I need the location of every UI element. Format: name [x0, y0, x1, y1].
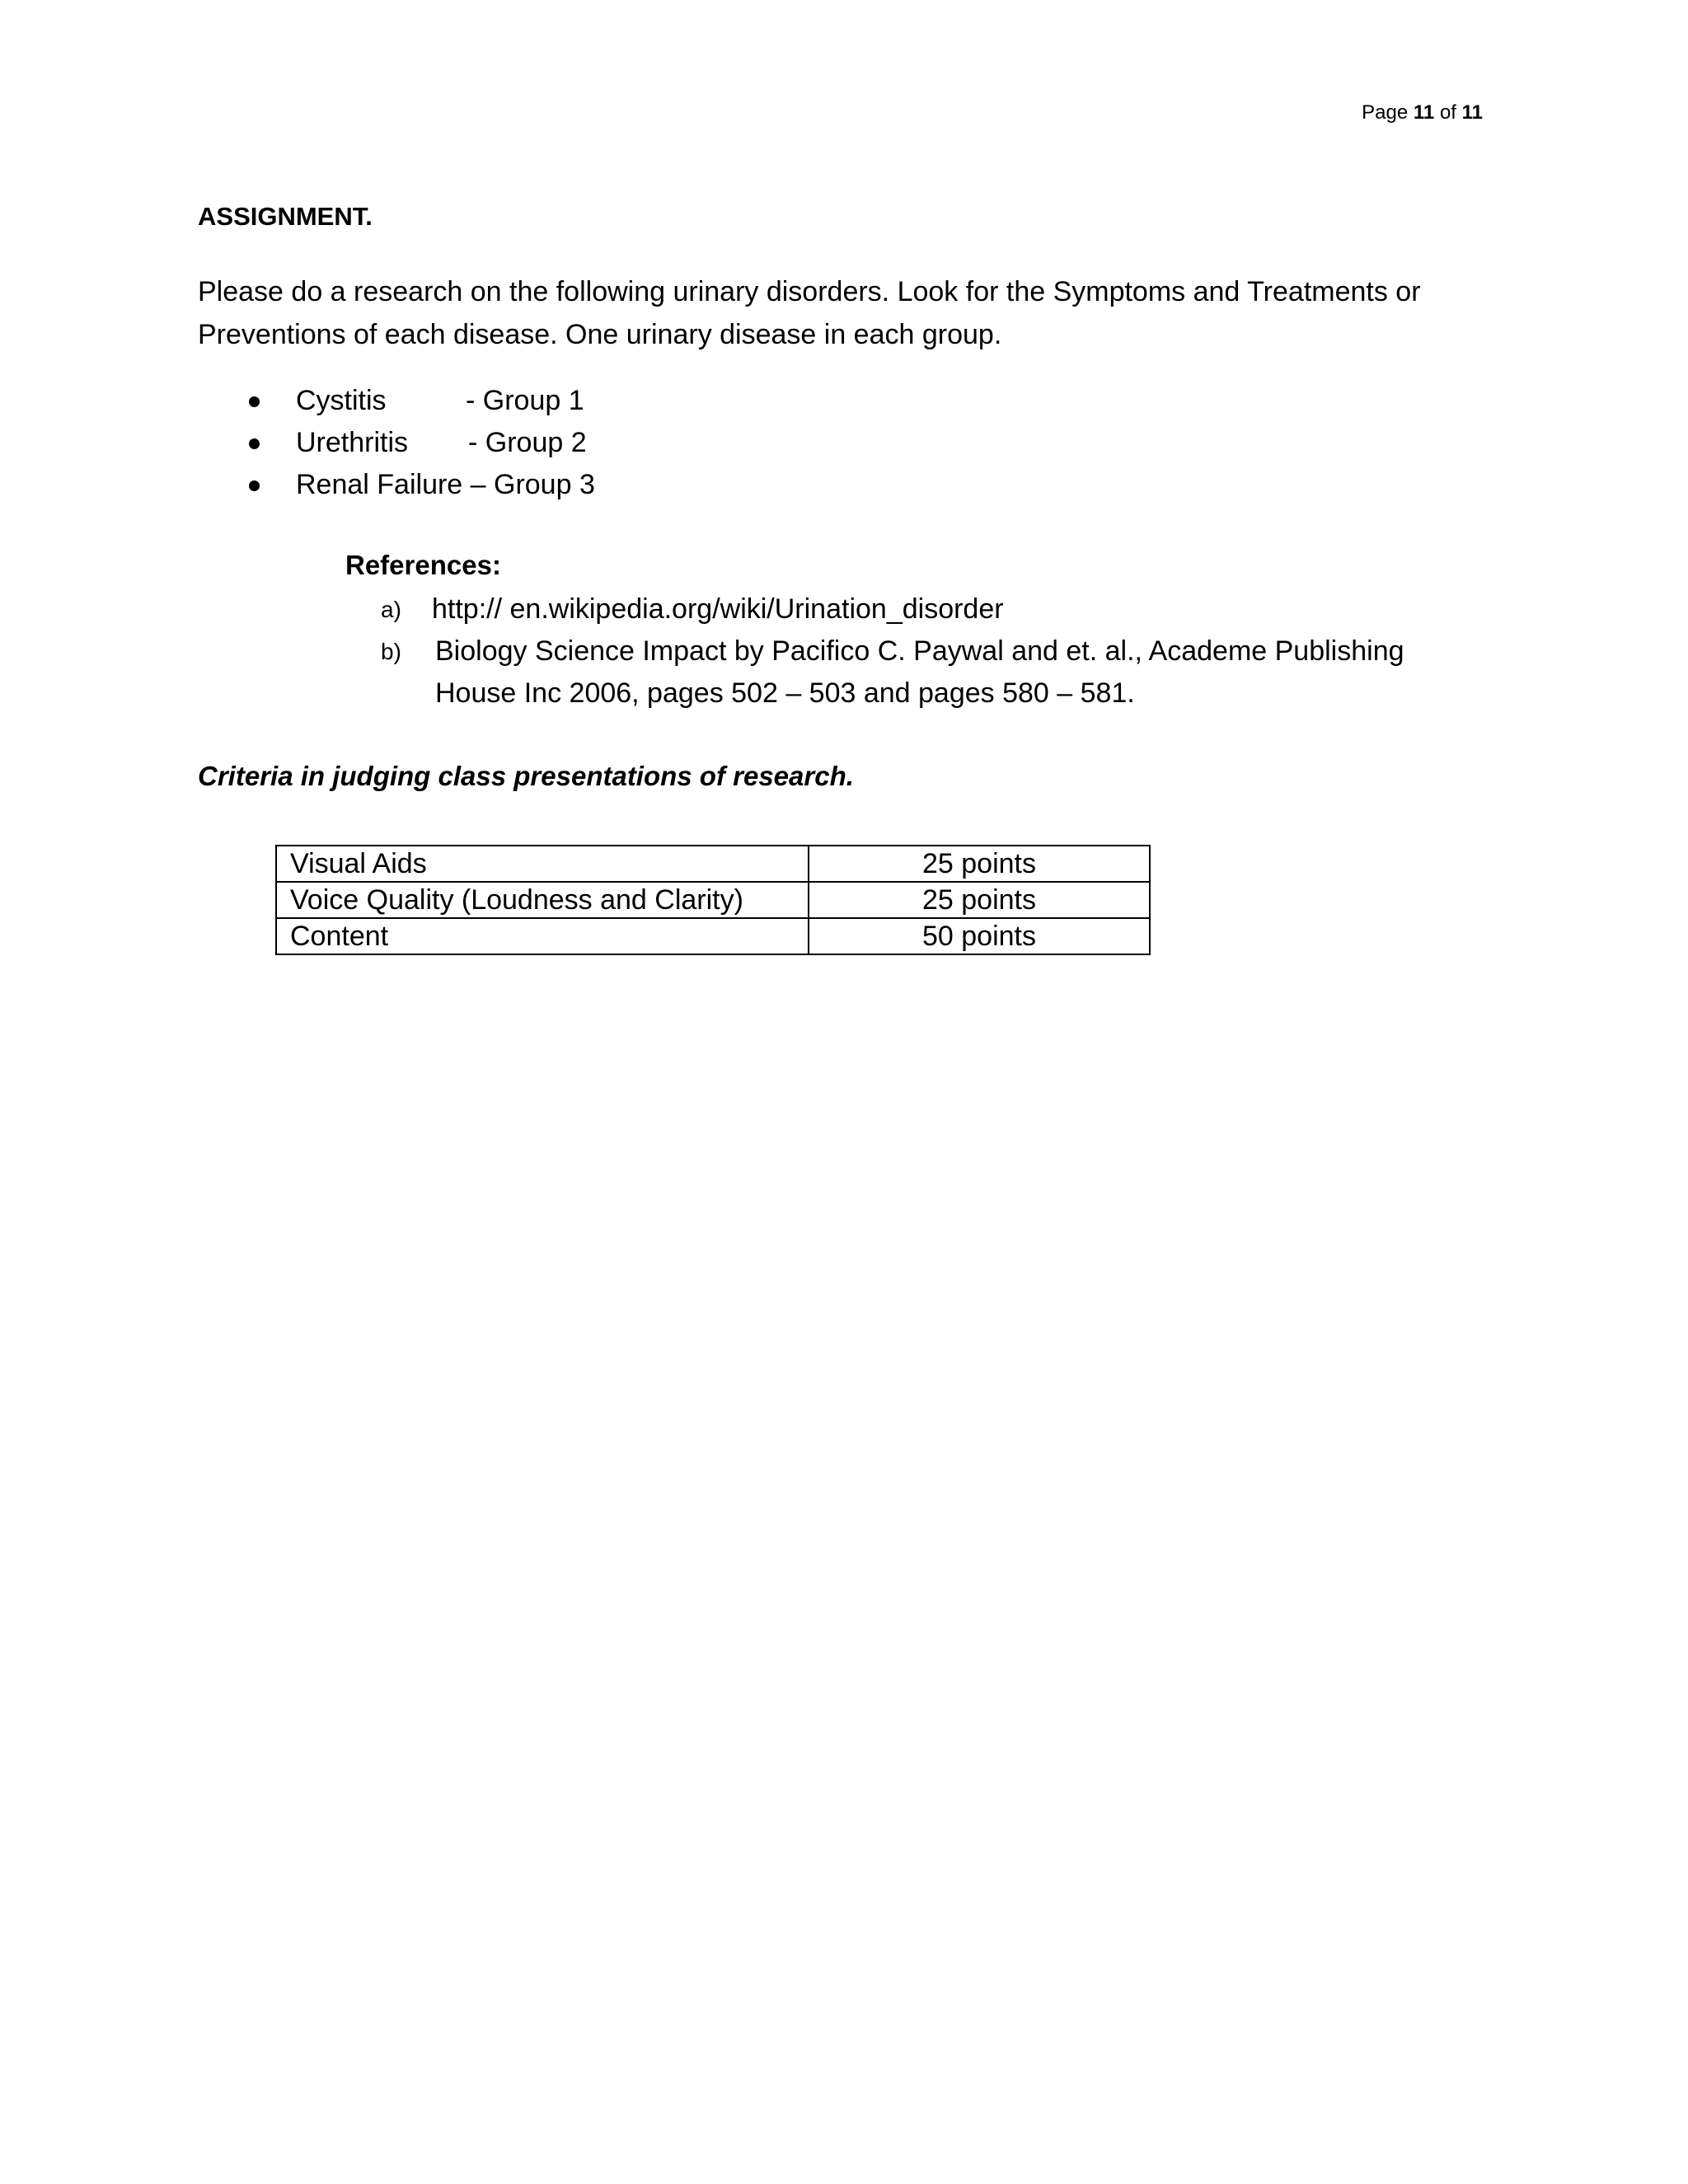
criterion-cell: Voice Quality (Loudness and Clarity): [276, 882, 809, 918]
reference-line: House Inc 2006, pages 502 – 503 and pages 580 – 581.: [435, 677, 1135, 709]
page-of: of: [1439, 101, 1456, 124]
assignment-intro: [198, 270, 1451, 356]
reference-marker: b): [381, 639, 401, 664]
references-title: References:: [345, 550, 501, 580]
points-cell: 25 points: [809, 882, 1150, 918]
reference-marker: a): [381, 597, 401, 622]
reference-line: http:// en.wikipedia.org/wiki/Urination_disorder: [432, 593, 1004, 625]
table-row: [276, 918, 1150, 954]
reference-list: [381, 588, 1404, 715]
disorder-name: Urethritis: [296, 427, 409, 458]
criterion-cell: Visual Aids: [276, 846, 809, 882]
page-current: 11: [1413, 101, 1435, 124]
bullet-icon: [249, 480, 260, 491]
intro-line: Preventions of each disease. One urinary disease in each group.: [198, 319, 1002, 350]
reference-line: Biology Science Impact by Pacifico C. Paywal and et. al., Academe Publishing: [435, 635, 1404, 667]
criteria-table: [275, 845, 1151, 955]
points-cell: 25 points: [809, 846, 1150, 882]
reference-text: [432, 588, 1404, 630]
criterion-cell: Content: [276, 918, 809, 954]
page-number: [1362, 101, 1483, 125]
disorder-group: - Group 2: [468, 427, 587, 458]
page-total: 11: [1461, 101, 1483, 124]
reference-text: [435, 630, 1404, 715]
page-prefix: Page: [1362, 101, 1409, 124]
table-row: [276, 882, 1150, 918]
table-row: [276, 846, 1150, 882]
list-item: [381, 588, 1404, 630]
bullet-icon: [249, 438, 260, 449]
assignment-heading: ASSIGNMENT.: [198, 202, 373, 231]
criteria-title: Criteria in judging class presentations of research.: [198, 761, 854, 791]
disorder-group: - Group 1: [466, 385, 584, 416]
disorder-name: Cystitis: [296, 385, 387, 416]
bullet-icon: [249, 396, 260, 407]
list-item: [381, 630, 1404, 715]
points-cell: 50 points: [809, 918, 1150, 954]
intro-line: Please do a research on the following urinary disorders. Look for the Symptoms and Treatments or: [198, 276, 1421, 307]
disorder-name: Renal Failure – Group 3: [296, 469, 595, 500]
